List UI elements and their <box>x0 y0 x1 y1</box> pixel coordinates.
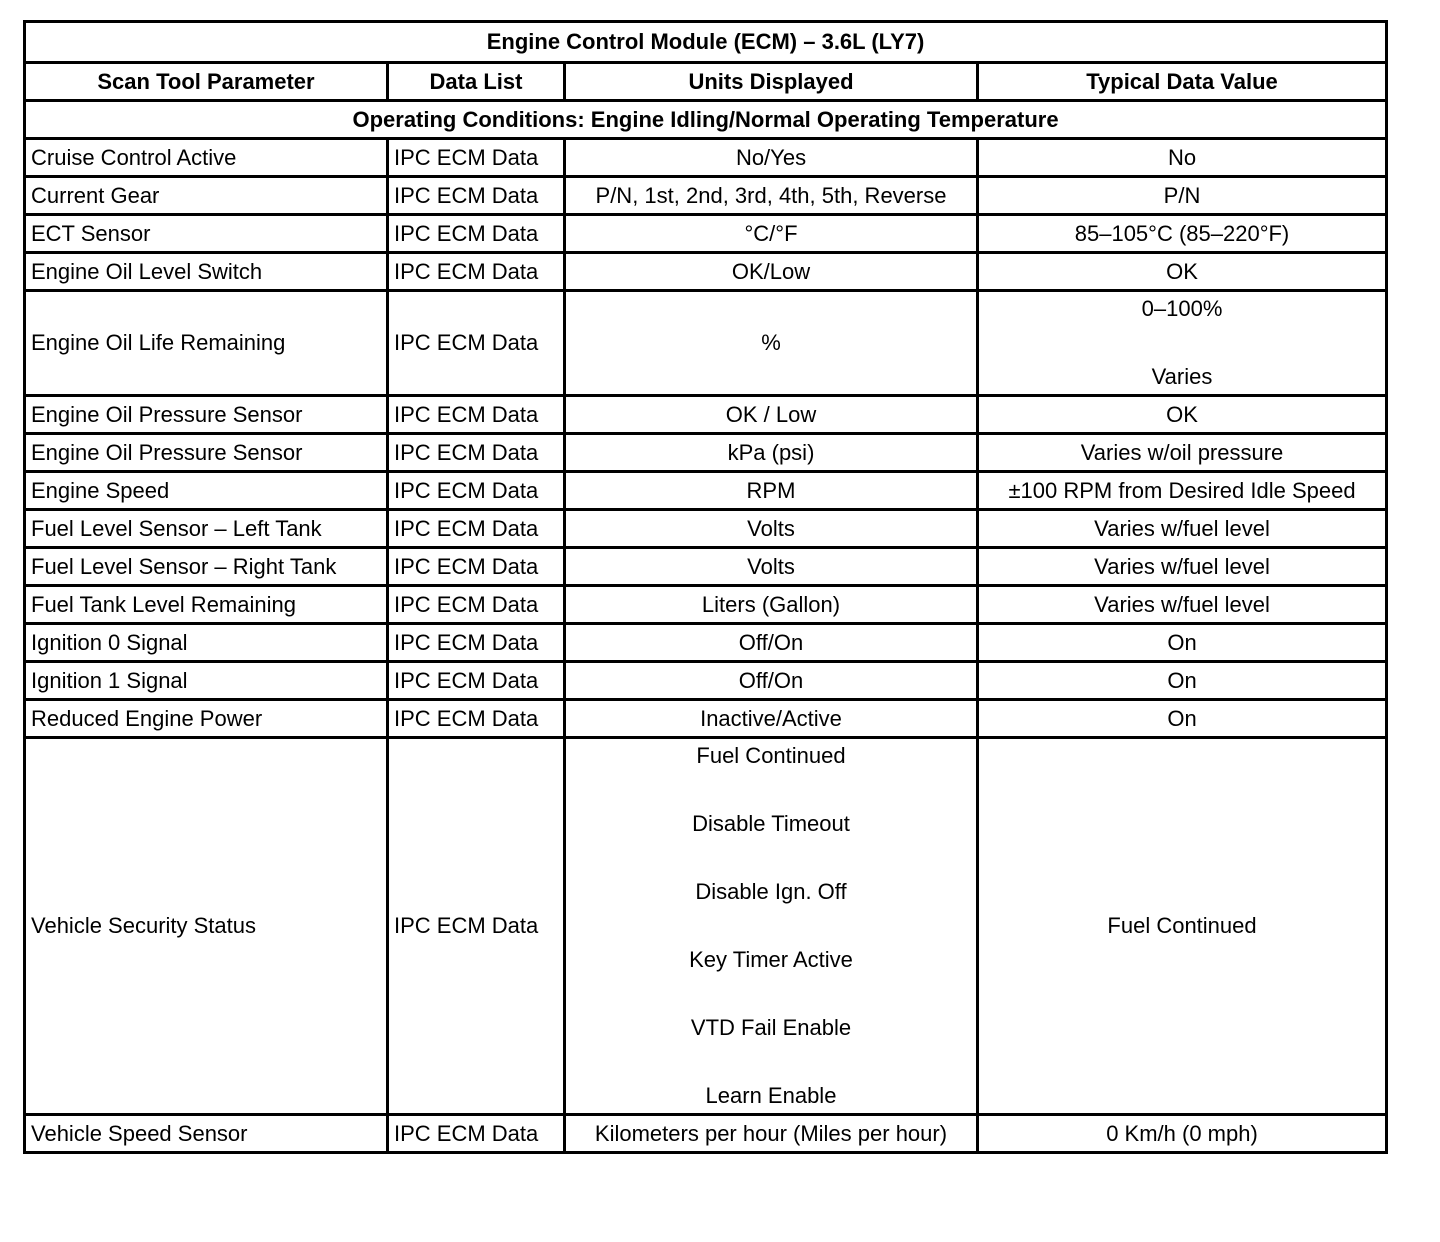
scan-tool-parameter: Cruise Control Active <box>25 139 388 177</box>
scan-tool-parameter: Ignition 1 Signal <box>25 662 388 700</box>
table-row <box>25 396 1387 434</box>
unit-option: Off/On <box>738 629 804 655</box>
section-row <box>25 101 1387 139</box>
data-list: IPC ECM Data <box>388 472 565 510</box>
data-list: IPC ECM Data <box>388 253 565 291</box>
typical-data-value <box>978 548 1387 586</box>
typical-data-value <box>978 396 1387 434</box>
table-row <box>25 434 1387 472</box>
table-row <box>25 700 1387 738</box>
table-title-row <box>25 22 1387 63</box>
data-list: IPC ECM Data <box>388 510 565 548</box>
typical-value: No <box>1167 144 1197 170</box>
units-displayed <box>565 662 978 700</box>
scan-tool-parameter: Engine Oil Pressure Sensor <box>25 396 388 434</box>
scan-tool-parameter: Current Gear <box>25 177 388 215</box>
scan-tool-parameter: Ignition 0 Signal <box>25 624 388 662</box>
unit-option: No/Yes <box>735 144 807 170</box>
units-displayed <box>565 700 978 738</box>
typical-data-value <box>978 215 1387 253</box>
data-list: IPC ECM Data <box>388 139 565 177</box>
units-displayed <box>565 434 978 472</box>
typical-data-value <box>978 291 1387 396</box>
header-units-displayed: Units Displayed <box>565 63 978 101</box>
data-list: IPC ECM Data <box>388 624 565 662</box>
scan-tool-parameter: Engine Oil Level Switch <box>25 253 388 291</box>
table-row <box>25 177 1387 215</box>
unit-option: Kilometers per hour (Miles per hour) <box>594 1120 948 1146</box>
data-list: IPC ECM Data <box>388 177 565 215</box>
unit-option: Volts <box>747 553 795 579</box>
scan-tool-parameter: Engine Speed <box>25 472 388 510</box>
scan-tool-parameter: Engine Oil Pressure Sensor <box>25 434 388 472</box>
scan-tool-parameter: Vehicle Security Status <box>25 738 388 1115</box>
units-displayed <box>565 510 978 548</box>
scan-tool-parameter: ECT Sensor <box>25 215 388 253</box>
typical-value: Fuel Continued <box>1107 913 1257 938</box>
typical-value: Varies w/fuel level <box>1094 591 1270 617</box>
unit-option: Inactive/Active <box>700 705 842 731</box>
header-scan-tool-parameter: Scan Tool Parameter <box>25 63 388 101</box>
header-row <box>25 63 1387 101</box>
table-row <box>25 291 1387 396</box>
operating-conditions: Operating Conditions: Engine Idling/Normal Operating Temperature <box>25 101 1387 139</box>
unit-option: Volts <box>747 515 795 541</box>
data-list: IPC ECM Data <box>388 434 565 472</box>
units-displayed <box>565 139 978 177</box>
scan-tool-parameter: Fuel Level Sensor – Right Tank <box>25 548 388 586</box>
unit-option: Disable Timeout <box>692 811 850 836</box>
typical-value: Varies w/oil pressure <box>1080 439 1284 465</box>
unit-option: Learn Enable <box>705 1083 837 1108</box>
table-row <box>25 510 1387 548</box>
unit-option: VTD Fail Enable <box>690 1015 852 1040</box>
table-title: Engine Control Module (ECM) – 3.6L (LY7) <box>25 22 1387 63</box>
table-row <box>25 624 1387 662</box>
typical-data-value <box>978 177 1387 215</box>
header-data-list: Data List <box>388 63 565 101</box>
data-list: IPC ECM Data <box>388 1115 565 1153</box>
typical-value: On <box>1167 705 1197 731</box>
unit-option: °C/°F <box>744 220 798 246</box>
units-displayed <box>565 396 978 434</box>
typical-data-value <box>978 1115 1387 1153</box>
typical-value: 0–100% <box>1141 296 1223 321</box>
typical-data-value <box>978 700 1387 738</box>
units-displayed <box>565 1115 978 1153</box>
typical-value: OK <box>1166 258 1198 284</box>
header-typical-data-value: Typical Data Value <box>978 63 1387 101</box>
typical-value: Varies <box>1151 364 1213 389</box>
units-displayed <box>565 472 978 510</box>
units-displayed <box>565 253 978 291</box>
scan-tool-parameter: Reduced Engine Power <box>25 700 388 738</box>
unit-option: Fuel Continued <box>696 743 846 768</box>
typical-value: 0 Km/h (0 mph) <box>1106 1120 1258 1146</box>
typical-data-value <box>978 434 1387 472</box>
data-list: IPC ECM Data <box>388 548 565 586</box>
table-row <box>25 472 1387 510</box>
table-row <box>25 586 1387 624</box>
scan-tool-parameter: Fuel Level Sensor – Left Tank <box>25 510 388 548</box>
typical-data-value <box>978 586 1387 624</box>
typical-value: 85–105°C (85–220°F) <box>1074 220 1290 246</box>
data-list: IPC ECM Data <box>388 215 565 253</box>
table-row <box>25 548 1387 586</box>
typical-data-value <box>978 662 1387 700</box>
typical-value: P/N <box>1163 182 1201 208</box>
units-displayed <box>565 177 978 215</box>
table-row <box>25 738 1387 1115</box>
typical-value: Varies w/fuel level <box>1094 515 1270 541</box>
unit-option: OK/Low <box>731 258 811 284</box>
typical-value: ±100 RPM from Desired Idle Speed <box>1008 477 1356 503</box>
typical-value: OK <box>1166 401 1198 427</box>
table-row <box>25 662 1387 700</box>
unit-option: P/N, 1st, 2nd, 3rd, 4th, 5th, Reverse <box>595 182 947 208</box>
typical-data-value <box>978 624 1387 662</box>
typical-data-value <box>978 253 1387 291</box>
units-displayed <box>565 291 978 396</box>
typical-value: On <box>1167 629 1197 655</box>
units-displayed <box>565 548 978 586</box>
typical-data-value <box>978 472 1387 510</box>
unit-option: Liters (Gallon) <box>701 591 841 617</box>
unit-option: Disable Ign. Off <box>695 879 847 904</box>
scan-tool-parameter: Fuel Tank Level Remaining <box>25 586 388 624</box>
typical-value: Varies w/fuel level <box>1094 553 1270 579</box>
data-list: IPC ECM Data <box>388 291 565 396</box>
data-list: IPC ECM Data <box>388 738 565 1115</box>
unit-option: kPa (psi) <box>727 439 815 465</box>
units-displayed <box>565 738 978 1115</box>
typical-data-value <box>978 139 1387 177</box>
typical-data-value <box>978 738 1387 1115</box>
typical-value: On <box>1167 667 1197 693</box>
data-list: IPC ECM Data <box>388 662 565 700</box>
unit-option: Off/On <box>738 667 804 693</box>
units-displayed <box>565 586 978 624</box>
units-displayed <box>565 215 978 253</box>
table-row <box>25 253 1387 291</box>
units-displayed <box>565 624 978 662</box>
unit-option: % <box>761 330 781 355</box>
unit-option: RPM <box>746 477 796 503</box>
data-list: IPC ECM Data <box>388 700 565 738</box>
scan-tool-parameter: Engine Oil Life Remaining <box>25 291 388 396</box>
scan-tool-parameter: Vehicle Speed Sensor <box>25 1115 388 1153</box>
unit-option: Key Timer Active <box>689 947 853 972</box>
typical-data-value <box>978 510 1387 548</box>
data-list: IPC ECM Data <box>388 586 565 624</box>
table-row <box>25 139 1387 177</box>
ecm-data-table <box>23 20 1388 1154</box>
unit-option: OK / Low <box>725 401 817 427</box>
table-row <box>25 1115 1387 1153</box>
data-list: IPC ECM Data <box>388 396 565 434</box>
table-row <box>25 215 1387 253</box>
